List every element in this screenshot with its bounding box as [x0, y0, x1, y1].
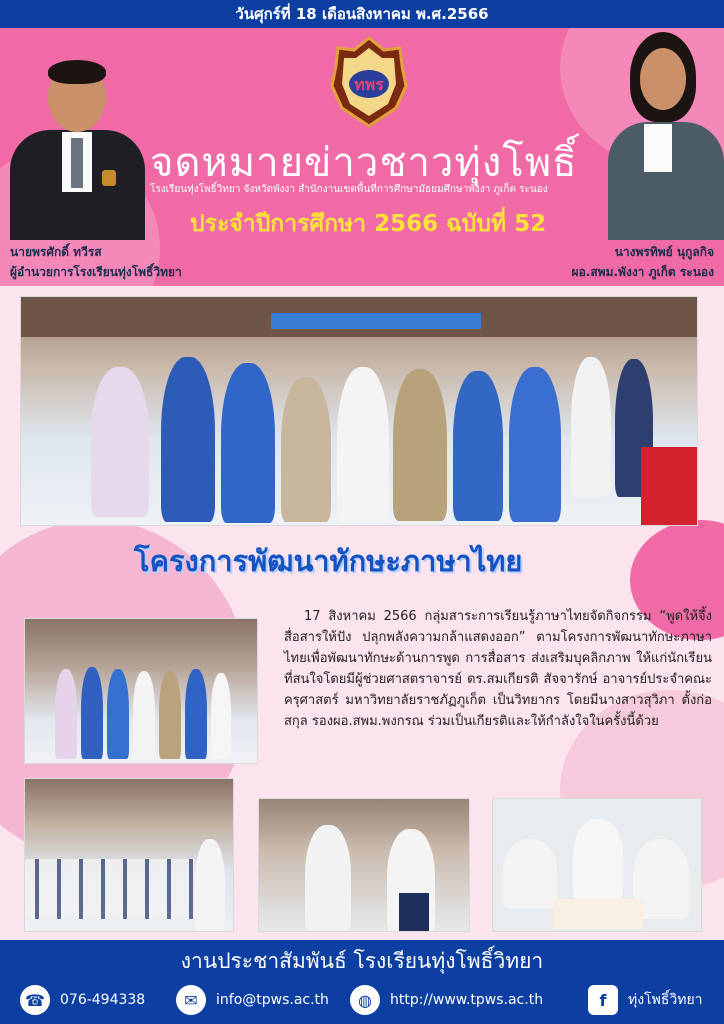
main-group-photo	[20, 296, 698, 526]
article-body: 17 สิงหาคม 2566 กลุ่มสาระการเรียนรู้ภาษาไทยจัดกิจกรรม “พูดให้จึ้ง สื่อสารให้ปัง ปลุกพลังความกล้าแสดงออก” ตามโครงการพัฒนาทักษะภาษาไทยเพื่อพัฒนาทักษะด้านการพูด การสื่อสาร ส่งเสริมบุคลิกภาพ ให้แก่นักเรียนที่สนใจโดยมีผู้ช่วยศาสตราจารย์ ดร.สมเกียรติ สัจจารักษ์ อาจารย์ประจำคณะครุศาสตร์ มหาวิทยาลัยราชภัฏภูเก็ต เป็นวิทยากร โดยมีนางสาวสุวิภา ตั้งก่อสกุล รองผอ.สพม.พงกรณ ร่วมเป็นเกียรติและให้กำลังใจในครั้งนี้ด้วย	[284, 609, 712, 729]
newsletter-title: จดหมายข่าวชาวทุ่งโพธิ์	[150, 140, 578, 186]
facebook-icon: f	[588, 985, 618, 1015]
logo-text: ทพร	[354, 75, 384, 94]
facebook-page[interactable]: ทุ่งโพธิ์วิทยา	[628, 992, 703, 1008]
globe-icon: ◍	[350, 985, 380, 1015]
date-bar: วันศุกร์ที่ 18 เดือนสิงหาคม พ.ศ.2566	[0, 0, 724, 28]
contact-phone	[20, 985, 145, 1015]
activity-photo-2	[24, 778, 234, 932]
email-address[interactable]: info@tpws.ac.th	[216, 992, 329, 1008]
director-portrait	[10, 60, 145, 240]
section-title: โครงการพัฒนาทักษะภาษาไทย	[134, 544, 523, 578]
footer-title: งานประชาสัมพันธ์ โรงเรียนทุ่งโพธิ์วิทยา	[180, 949, 544, 973]
school-line: โรงเรียนทุ่งโพธิ์วิทยา จังหวัดพังงา สำนักงานเขตพื้นที่การศึกษามัธยมศึกษาพังงา ภูเก็ต ระนอง	[150, 184, 548, 195]
envelope-icon: ✉	[176, 985, 206, 1015]
website-url[interactable]: http://www.tpws.ac.th	[390, 992, 544, 1008]
contact-facebook[interactable]	[588, 985, 703, 1015]
activity-photo-4	[492, 798, 702, 932]
phone-number: 076-494338	[60, 992, 146, 1008]
phone-icon: ☎	[20, 985, 50, 1015]
director-name: นายพรศักดิ์ ทวีรส	[10, 245, 102, 259]
activity-photo-1	[24, 618, 258, 764]
issue-number: ประจำปีการศึกษา 2566 ฉบับที่ 52	[190, 211, 547, 237]
contact-website[interactable]	[350, 985, 543, 1015]
official-caption	[572, 242, 714, 282]
official-name: นางพรทิพย์ นุกูลกิจ	[614, 245, 714, 259]
director-position: ผู้อำนวยการโรงเรียนทุ่งโพธิ์วิทยา	[10, 265, 182, 279]
contact-email[interactable]	[176, 985, 329, 1015]
official-position: ผอ.สพม.พังงา ภูเก็ต ระนอง	[571, 265, 714, 279]
director-caption	[10, 242, 182, 282]
school-logo	[330, 36, 408, 128]
activity-photo-3	[258, 798, 470, 932]
